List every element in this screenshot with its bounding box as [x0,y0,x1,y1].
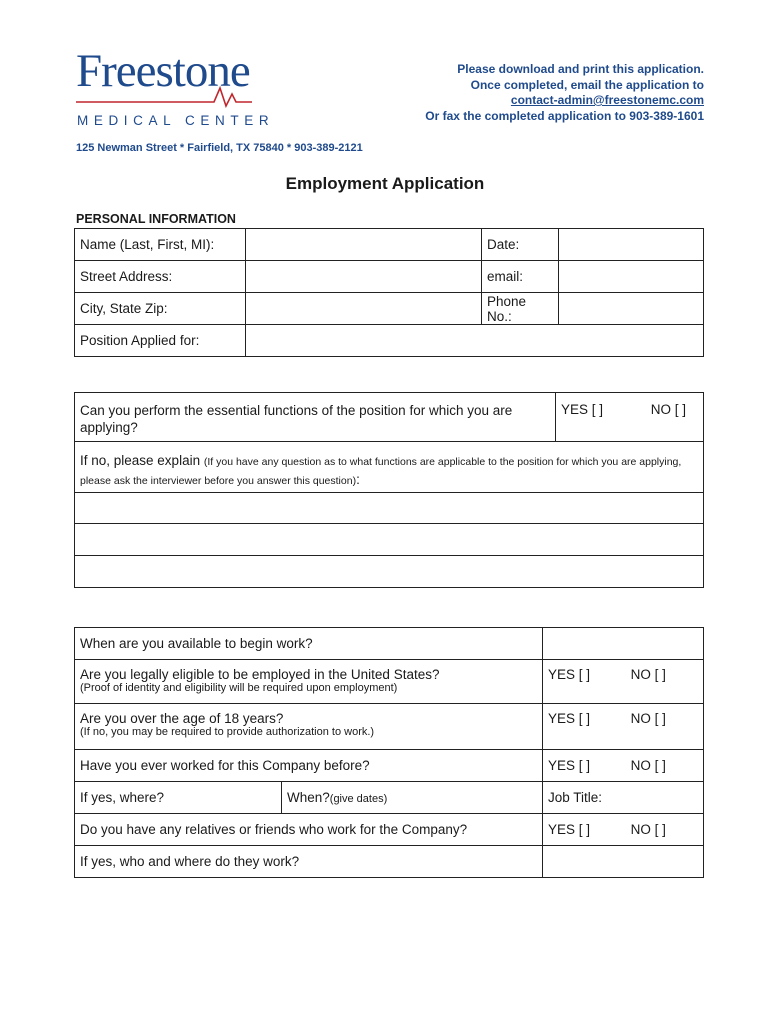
name-field[interactable] [246,229,482,261]
address-line: 125 Newman Street * Fairfield, TX 75840 * 903-389-2121 [76,142,363,154]
when-cell[interactable] [282,782,543,814]
functions-no-checkbox[interactable]: NO [ ] [650,402,686,417]
functions-answer [556,393,704,442]
age-yes-checkbox[interactable]: YES [ ] [547,711,590,726]
explain-line-1[interactable] [75,493,704,524]
age-cell [75,704,543,750]
eligible-answer [542,660,703,704]
functions-yes-checkbox[interactable]: YES [ ] [561,402,604,417]
age-question: Are you over the age of 18 years? [80,711,284,726]
relatives-question: Do you have any relatives or friends who work for the Company? [75,814,543,846]
position-field[interactable] [246,325,704,357]
eligible-question: Are you legally eligible to be employed in the United States? [80,667,440,682]
age-note: (If no, you may be required to provide authorization to work.) [80,726,375,738]
heartbeat-line-icon [74,84,254,108]
worked-yes-checkbox[interactable]: YES [ ] [547,758,590,773]
logo-subtitle: MEDICAL CENTER [77,113,275,128]
position-label: Position Applied for: [75,325,246,357]
who-field[interactable] [542,846,703,878]
email-link[interactable]: contact-admin@freestonemc.com [510,93,704,107]
explain-line-2[interactable] [75,524,704,556]
city-label: City, State Zip: [75,293,246,325]
notice-line-1: Please download and print this application. [457,62,704,76]
city-field[interactable] [246,293,482,325]
personal-info-heading: PERSONAL INFORMATION [76,212,236,226]
worked-question: Have you ever worked for this Company before? [75,750,543,782]
notice-line-2: Once completed, email the application to [470,77,704,92]
name-label: Name (Last, First, MI): [75,229,246,261]
date-field[interactable] [559,229,704,261]
page-title: Employment Application [285,174,485,193]
eligible-no-checkbox[interactable]: NO [ ] [630,667,666,682]
age-answer [542,704,703,750]
notice-line-3: Or fax the completed application to 903-389-1601 [425,108,704,123]
street-field[interactable] [246,261,482,293]
header-notice [324,62,704,124]
when-note: (give dates) [329,793,388,805]
explain-prompt [75,442,704,493]
jobtitle-label: Job Title: [542,782,703,814]
explain-line-3[interactable] [75,556,704,588]
eligible-note: (Proof of identity and eligibility will be required upon employment) [80,682,398,694]
functions-question: Can you perform the essential functions of the position for which you are applying? [75,393,556,442]
explain-colon: : [356,472,360,487]
relatives-no-checkbox[interactable]: NO [ ] [630,822,666,837]
phone-label: Phone No.: [482,293,559,325]
phone-field[interactable] [559,293,704,325]
age-no-checkbox[interactable]: NO [ ] [630,711,666,726]
when-label: When? [287,790,330,805]
worked-no-checkbox[interactable]: NO [ ] [630,758,666,773]
where-label: If yes, where? [75,782,282,814]
explain-lead: If no, please explain [80,453,201,468]
email-label: email: [482,261,559,293]
street-label: Street Address: [75,261,246,293]
eligibility-table [74,627,704,878]
relatives-answer [542,814,703,846]
eligible-cell [75,660,543,704]
relatives-yes-checkbox[interactable]: YES [ ] [547,822,590,837]
functions-table [74,392,704,588]
personal-info-table [74,228,704,357]
who-label: If yes, who and where do they work? [75,846,543,878]
explain-note: (If you have any question as to what functions are applicable to the position for which you are applying, please ask the interviewer before you answer this question) [80,456,682,487]
date-label: Date: [482,229,559,261]
start-field[interactable] [542,628,703,660]
eligible-yes-checkbox[interactable]: YES [ ] [547,667,590,682]
worked-answer [542,750,703,782]
email-field[interactable] [559,261,704,293]
start-question: When are you available to begin work? [75,628,543,660]
logo-name: Freestone [76,45,250,97]
